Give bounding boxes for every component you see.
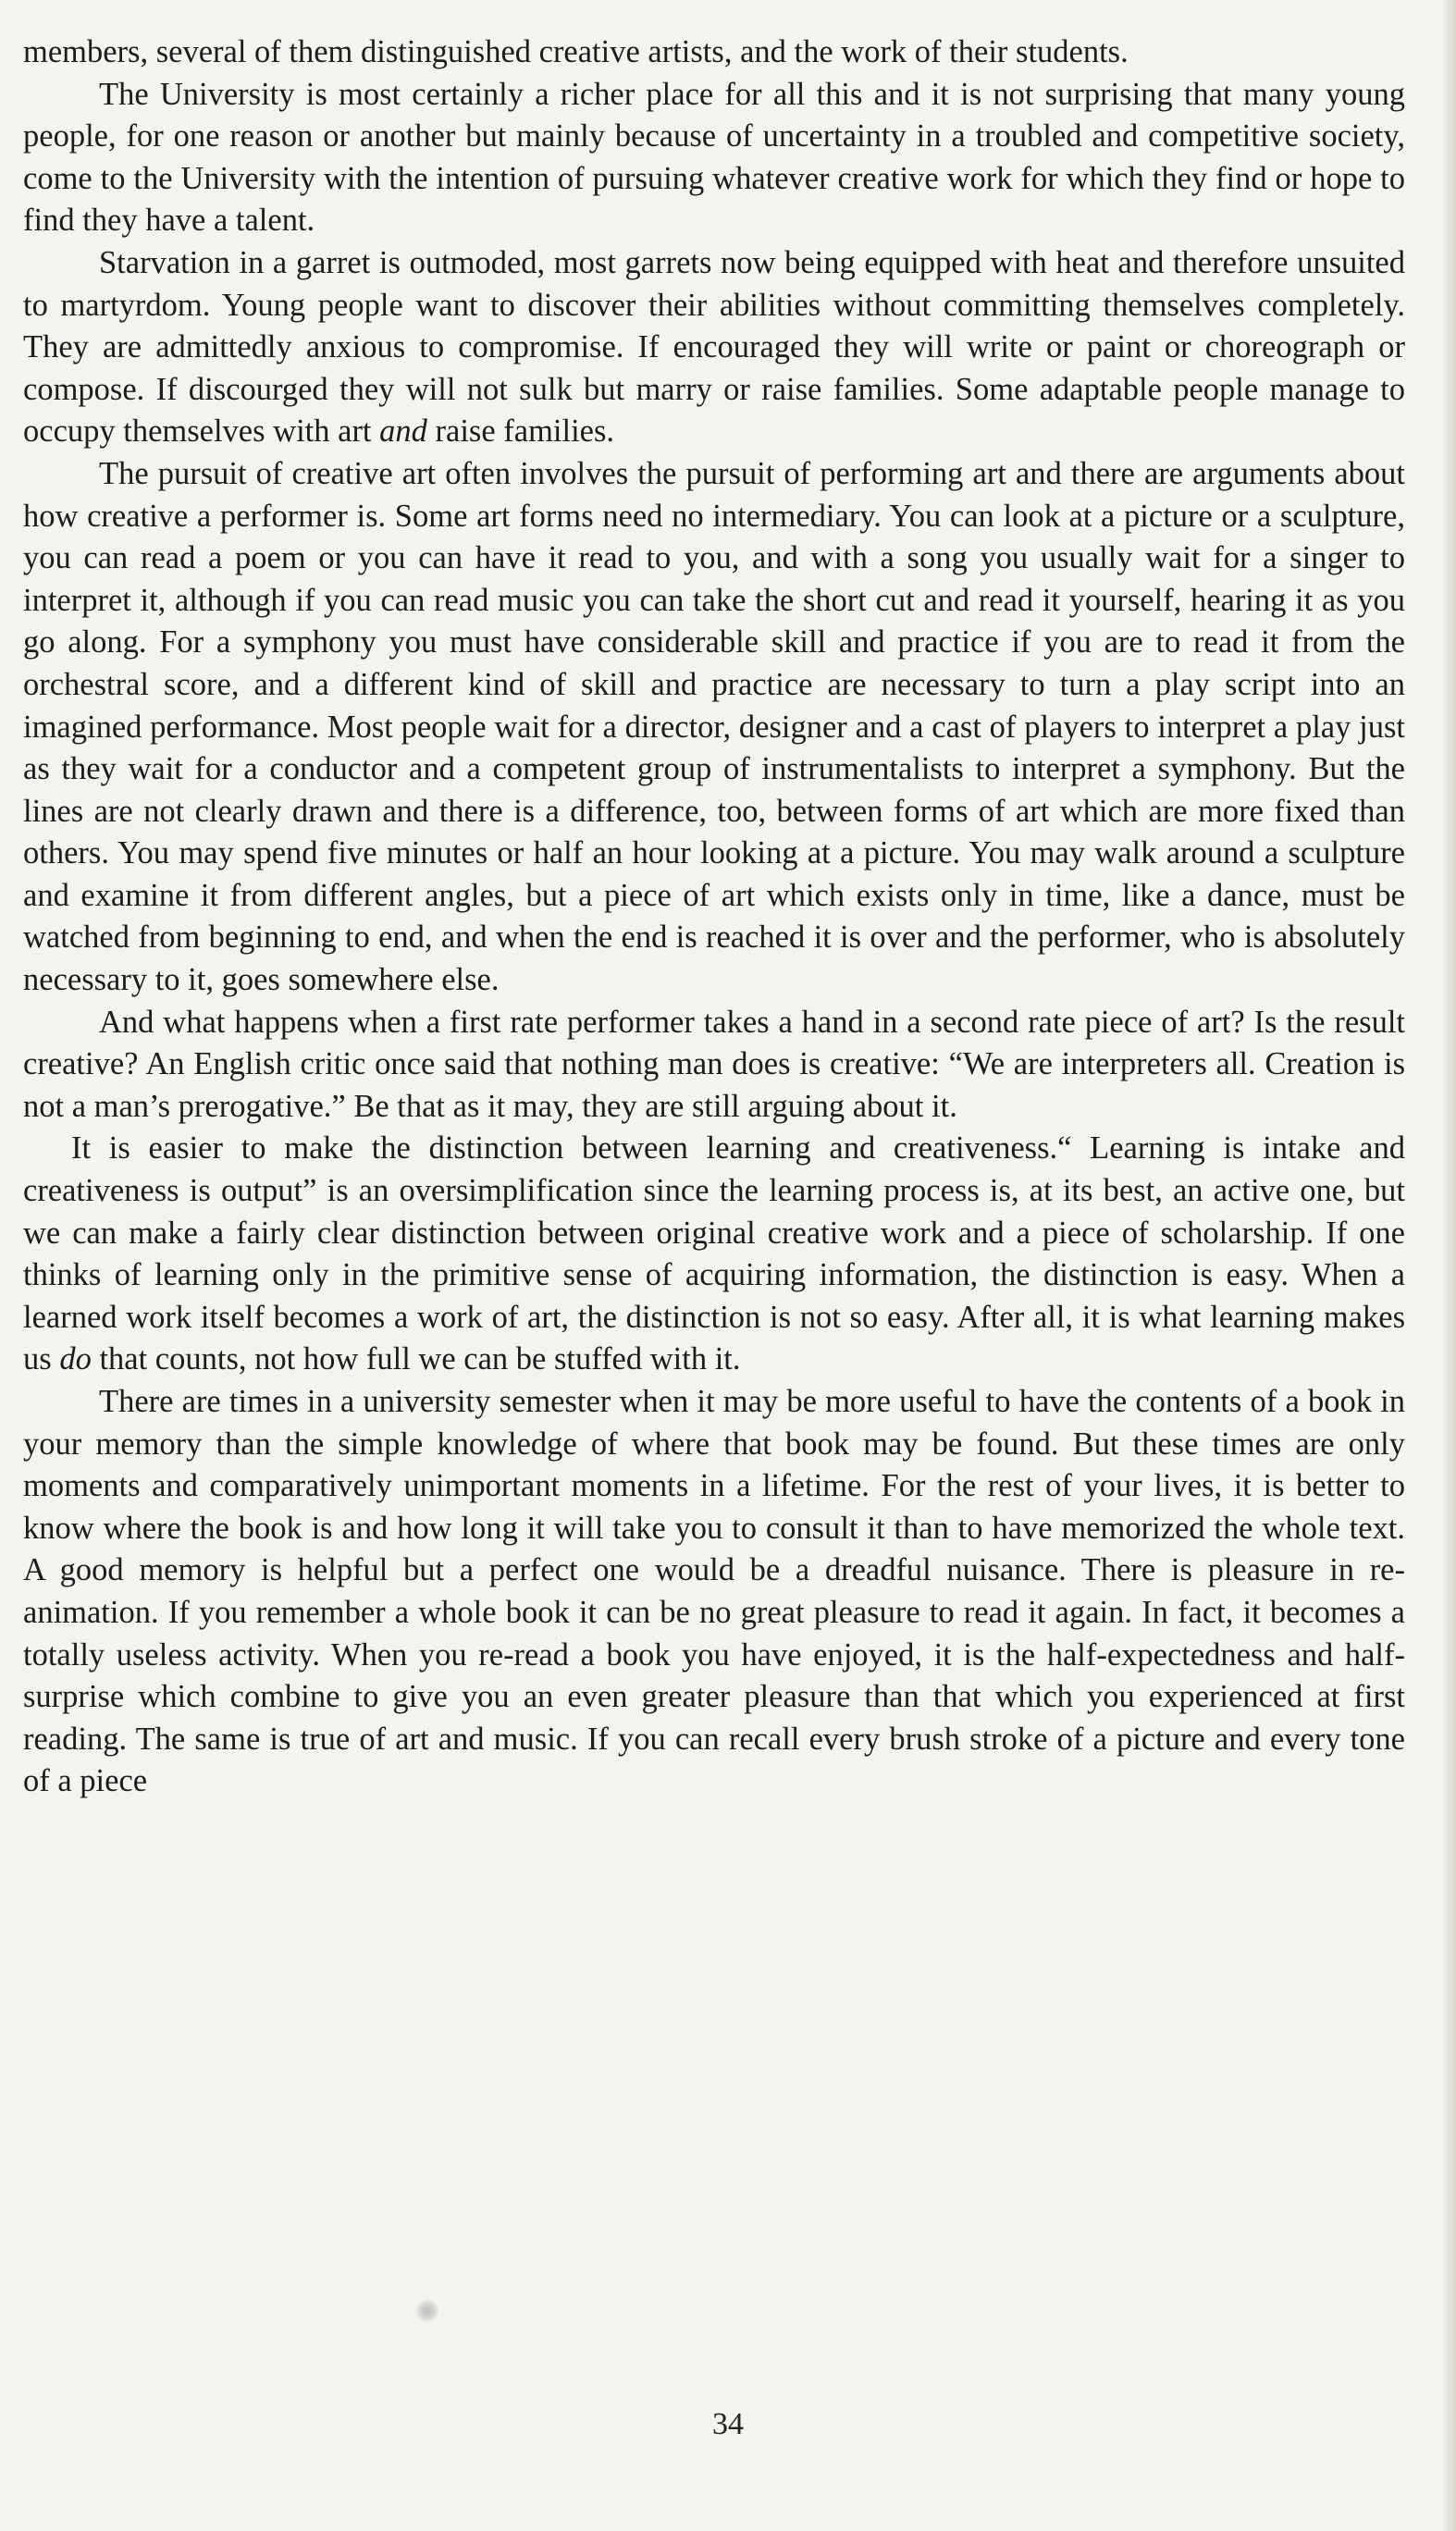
paragraph-6-text: It is easier to make the distinction between learning and creativeness.“ Learning is intake and creativeness is output” is an oversimplification since the learning process is, at its best, an active one, but we can make a fairly clear distinction between original creative work and a piece of scholarship. If one thinks of learning only in the primitive sense of acquiring information, the distinction is easy. When a learned work itself becomes a work of art, the distinction is not so easy. After all, it is what learning makes us [23,1130,1405,1377]
paragraph-3 [23,242,1405,453]
paragraph-4: The pursuit of creative art often involves the pursuit of performing art and there are arguments about how creative a performer is. Some art forms need no intermediary. You can look at a picture or a sculpture, you can read a poem or you can have it read to you, and with a song you usually wait for a singer to interpret it, although if you can read music you can take the short cut and read it yourself, hearing it as you go along. For a symphony you must have considerable skill and practice if you are to read it from the orchestral score, and a different kind of skill and practice are necessary to turn a play script into an imagined performance. Most people wait for a director, designer and a cast of players to interpret a play just as they wait for a conductor and a competent group of instrumentalists to interpret a symphony. But the lines are not clearly drawn and there is a difference, too, between forms of art which are more fixed than others. You may spend five minutes or half an hour looking at a picture. You may walk around a sculpture and examine it from different angles, but a piece of art which exists only in time, like a dance, must be watched from beginning to end, and when the end is reached it is over and the performer, who is absolutely necessary to it, goes somewhere else. [23,455,1405,998]
paragraph-1: members, several of them distinguished creative artists, and the work of their students. [23,34,1129,69]
paragraph-7: There are times in a university semester when it may be more useful to have the contents of a book in your memory than the simple knowledge of where that book may be found. But these times are only moments and comparatively unimportant moments in a lifetime. For the rest of your lives, it is better to know where the book is and how long it will take you to consult it than to have memorized the whole text. A good memory is helpful but a perfect one would be a dreadful nuisance. There is pleasure in re-animation. If you remember a whole book it can be no great pleasure to read it again. In fact, it becomes a totally useless activity. When you re-read a book you have enjoyed, it is the half-expectedness and half-surprise which combine to give you an even greater pleasure than that which you experienced at first reading. The same is true of art and music. If you can recall every brush stroke of a picture and every tone of a piece [23,1384,1405,1799]
paragraph-5: And what happens when a first rate performer takes a hand in a second rate piece of art? Is the result creative? An English critic once said that nothing man does is creative: “We are interpreters all. Creation is not a man’s prerogative.” Be that as it may, they are still arguing about it. [23,1004,1405,1124]
page-number: 34 [712,2407,744,2441]
paragraph-6 [23,1128,1405,1381]
paragraph-3-text: Starvation in a garret is outmoded, most garrets now being equipped with heat and therefore unsuited to martyrdom. Young people want to discover their abilities without committing themselves completely. They are admittedly anxious to compromise. If encouraged they will write or paint or choreograph or compose. If discourged they will not sulk but marry or raise families. Some adaptable people manage to occupy themselves with art [23,244,1405,450]
emphasis-and: and [379,414,427,450]
paragraph-3-end: raise families. [426,414,615,450]
ink-speck [415,2299,439,2323]
paragraph-6-end: that counts, not how full we can be stuffed with it. [91,1341,741,1377]
page-edge-shadow [1441,0,1456,2531]
body-text [23,31,1405,1803]
emphasis-do: do [59,1341,92,1377]
paragraph-2: The University is most certainly a richer place for all this and it is not surprising that many young people, for one reason or another but mainly because of uncertainty in a troubled and competitive society, come to the University with the intention of pursuing whatever creative work for which they find or hope to find they have a talent. [23,76,1405,239]
